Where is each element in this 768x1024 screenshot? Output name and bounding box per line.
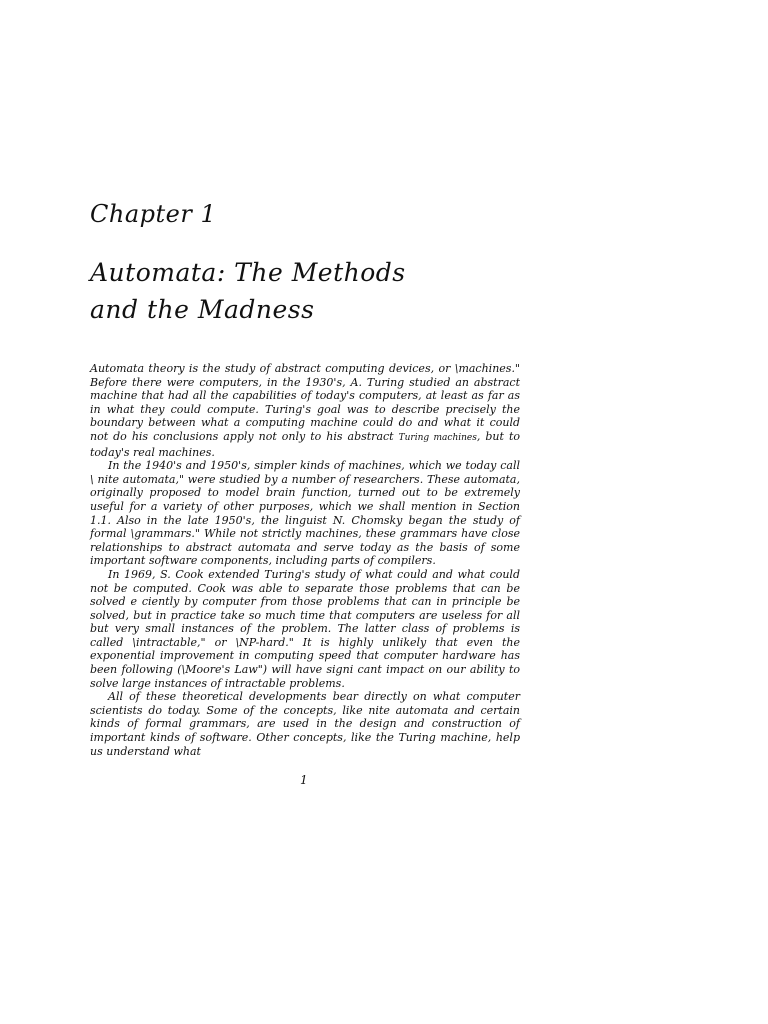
chapter-title <box>90 254 530 328</box>
page-number: 1 <box>300 773 308 787</box>
chapter-label: Chapter 1 <box>90 200 217 228</box>
paragraph-1-term: Turing machines <box>398 432 477 443</box>
paragraph-1-text-start: Automata theory is the study of abstract computing devices, or \machines." Before there were computers, in the 1930's, A. Turing studied an abstract machine that had all the capabilities of today's computers, at least as far as in what they could compute. Turing's goal was to describe precisely the boundary between what a computing machine could do and what it could not do his conclusions apply not only to his abstract <box>90 362 520 443</box>
paragraph-2: In the 1940's and 1950's, simpler kinds of machines, which we today call \ nite automata," were studied by a number of researchers. These automata, originally proposed to model brain function, turned out to be extremely useful for a variety of other purposes, which we shall mention in Section 1.1. Also in the late 1950's, the linguist N. Chomsky began the study of formal \grammars." While not strictly machines, these grammars have close relationships to abstract automata and serve today as the basis of some important software components, including parts of compilers. <box>90 459 520 568</box>
paragraph-4: All of these theoretical developments bear directly on what computer scientists do today. Some of the concepts, like nite automata and certain kinds of formal grammars, are used in the design and construction of important kinds of software. Other concepts, like the Turing machine, help us understand what <box>90 690 520 758</box>
chapter-title-line-1: Automata: The Methods <box>90 258 406 287</box>
paragraph-1 <box>90 362 520 459</box>
paragraph-1-text-end: , but to today's real machines. <box>90 429 520 459</box>
chapter-title-line-2: and the Madness <box>90 295 315 324</box>
chapter-body <box>90 362 520 758</box>
paragraph-3: In 1969, S. Cook extended Turing's study of what could and what could not be computed. Cook was able to separate those problems that can be solved e ciently by computer from those problems that can in principle be solved, but in practice take so much time that computers are useless for all but very small instances of the problem. The latter class of problems is called \intractable," or \NP-hard." It is highly unlikely that even the exponential improvement in computing speed that computer hardware has been following (\Moore's Law") will have signi cant impact on our ability to solve large instances of intractable problems. <box>90 567 520 690</box>
